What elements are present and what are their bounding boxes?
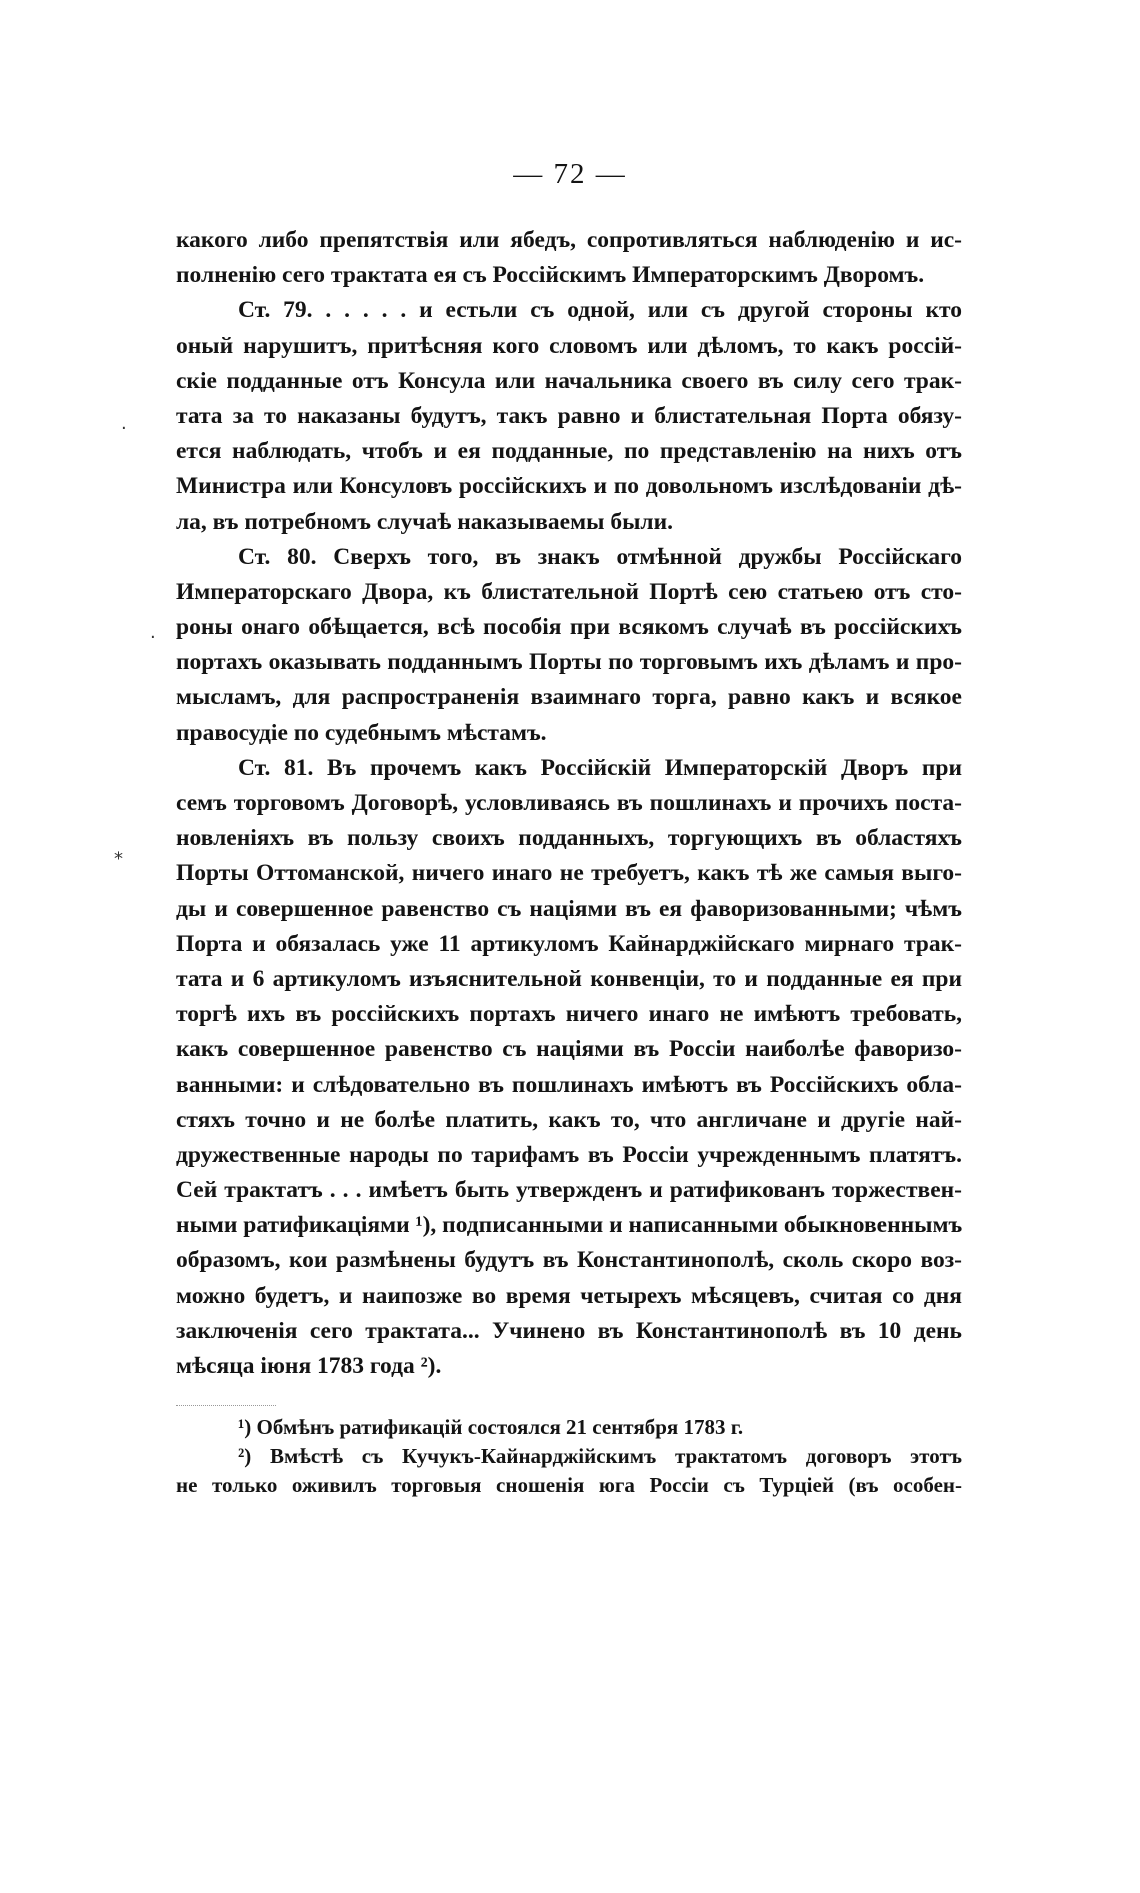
text-line: какого либо препятствія или ябедъ, сопротивляться наблюденію и ис- (176, 227, 962, 253)
text-line: Порта и обязалась уже 11 артикуломъ Кайнарджійскаго мирнаго трак- (176, 930, 962, 957)
page-number: — 72 — (513, 158, 627, 190)
text-line: мѣсяца іюня 1783 года ²). (176, 1353, 442, 1379)
text-line: мысламъ, для распространенія взаимнаго торга, равно какъ и всякое (176, 684, 962, 711)
text-line: ла, въ потребномъ случаѣ наказываемы были. (176, 508, 674, 535)
text-line: какъ совершенное равенство съ націями въ Россіи наиболѣе фаворизо- (176, 1036, 962, 1063)
text-line: заключенія сего трактата... Учинено въ Константинополѣ въ 10 день (176, 1317, 962, 1344)
text-line: дружественные народы по тарифамъ въ Россіи учрежденнымъ платятъ. (176, 1141, 962, 1168)
document-body (176, 223, 962, 1384)
footnote-2: ²) Вмѣстѣ съ Кучукъ-Кайнарджійскимъ трактатомъ договоръ этотъ (238, 1444, 962, 1468)
article-81-heading-line: Ст. 81. Въ прочемъ какъ Россійскій Императорскій Дворъ при (238, 754, 962, 781)
text-line: ется наблюдать, чтобъ и ея подданные, по представленію на нихъ отъ (176, 438, 962, 465)
footnotes (176, 1413, 962, 1500)
text-line: оный нарушитъ, притѣсняя кого словомъ или дѣломъ, то какъ россій- (176, 332, 962, 359)
footnote-1: ¹) Обмѣнъ ратификацій состоялся 21 сентября 1783 г. (238, 1415, 744, 1439)
text-line: роны онаго обѣщается, всѣ пособія при всякомъ случаѣ въ россійскихъ (176, 614, 962, 641)
text-line: правосудіе по судебнымъ мѣстамъ. (176, 719, 547, 746)
text-line: скіе подданные отъ Консула или начальника своего въ силу сего трак- (176, 367, 962, 394)
text-line: полненію сего трактата ея съ Россійскимъ Императорскимъ Дворомъ. (176, 262, 925, 289)
text-line: образомъ, кои размѣнены будутъ въ Константинополѣ, сколь скоро воз- (176, 1247, 962, 1274)
text-line: тата и 6 артикуломъ изъяснительной конвенціи, то и подданные ея при (176, 965, 962, 992)
text-line: Министра или Консуловъ россійскихъ и по довольномъ изслѣдованіи дѣ- (176, 473, 962, 500)
text-line: семъ торговомъ Договорѣ, условливаясь въ пошлинахъ и прочихъ поста- (176, 790, 962, 816)
text-line: Порты Оттоманской, ничего инаго не требуетъ, какъ тѣ же самыя выго- (176, 860, 962, 887)
margin-dot-mark: · (121, 418, 127, 439)
text-line: ды и совершенное равенство съ націями въ ея фаворизованными; чѣмъ (176, 895, 962, 922)
text-line: ными ратификаціями ¹), подписанными и написанными обыкновеннымъ (176, 1212, 963, 1239)
margin-dot-mark: · (150, 627, 156, 648)
article-80-heading-line: Ст. 80. Сверхъ того, въ знакъ отмѣнной дружбы Россійскаго (238, 543, 962, 570)
margin-scribble-mark: ⁎ (114, 843, 123, 864)
text-line: Императорскаго Двора, къ блистательной Портѣ сею статьею отъ сто- (176, 578, 962, 605)
text-line: стяхъ точно и не болѣе платить, какъ то, что англичане и другіе най- (176, 1106, 962, 1133)
text-line: Сей трактатъ . . . имѣетъ быть утвержденъ и ратификованъ торжествен- (176, 1177, 962, 1204)
text-line: торгѣ ихъ въ россійскихъ портахъ ничего инаго не имѣютъ требовать, (176, 1001, 962, 1028)
text-line: можно будетъ, и наипозже во время четырехъ мѣсяцевъ, считая со дня (176, 1282, 962, 1309)
text-line: тата за то наказаны будутъ, такъ равно и блистательная Порта обязу- (176, 402, 962, 429)
text-line: портахъ оказывать подданнымъ Порты по торговымъ ихъ дѣламъ и про- (176, 649, 962, 676)
footnote-separator (176, 1405, 276, 1406)
text-line: ванными: и слѣдовательно въ пошлинахъ имѣютъ въ Россійскихъ обла- (176, 1071, 962, 1098)
article-79-heading-line: Ст. 79. . . . . . и естьли съ одной, или съ другой стороны кто (238, 297, 962, 324)
text-line: новленіяхъ въ пользу своихъ подданныхъ, торгующихъ въ областяхъ (176, 825, 962, 852)
footnote-2-continuation: не только оживилъ торговыя сношенія юга Россіи съ Турціей (въ особен- (176, 1473, 962, 1497)
